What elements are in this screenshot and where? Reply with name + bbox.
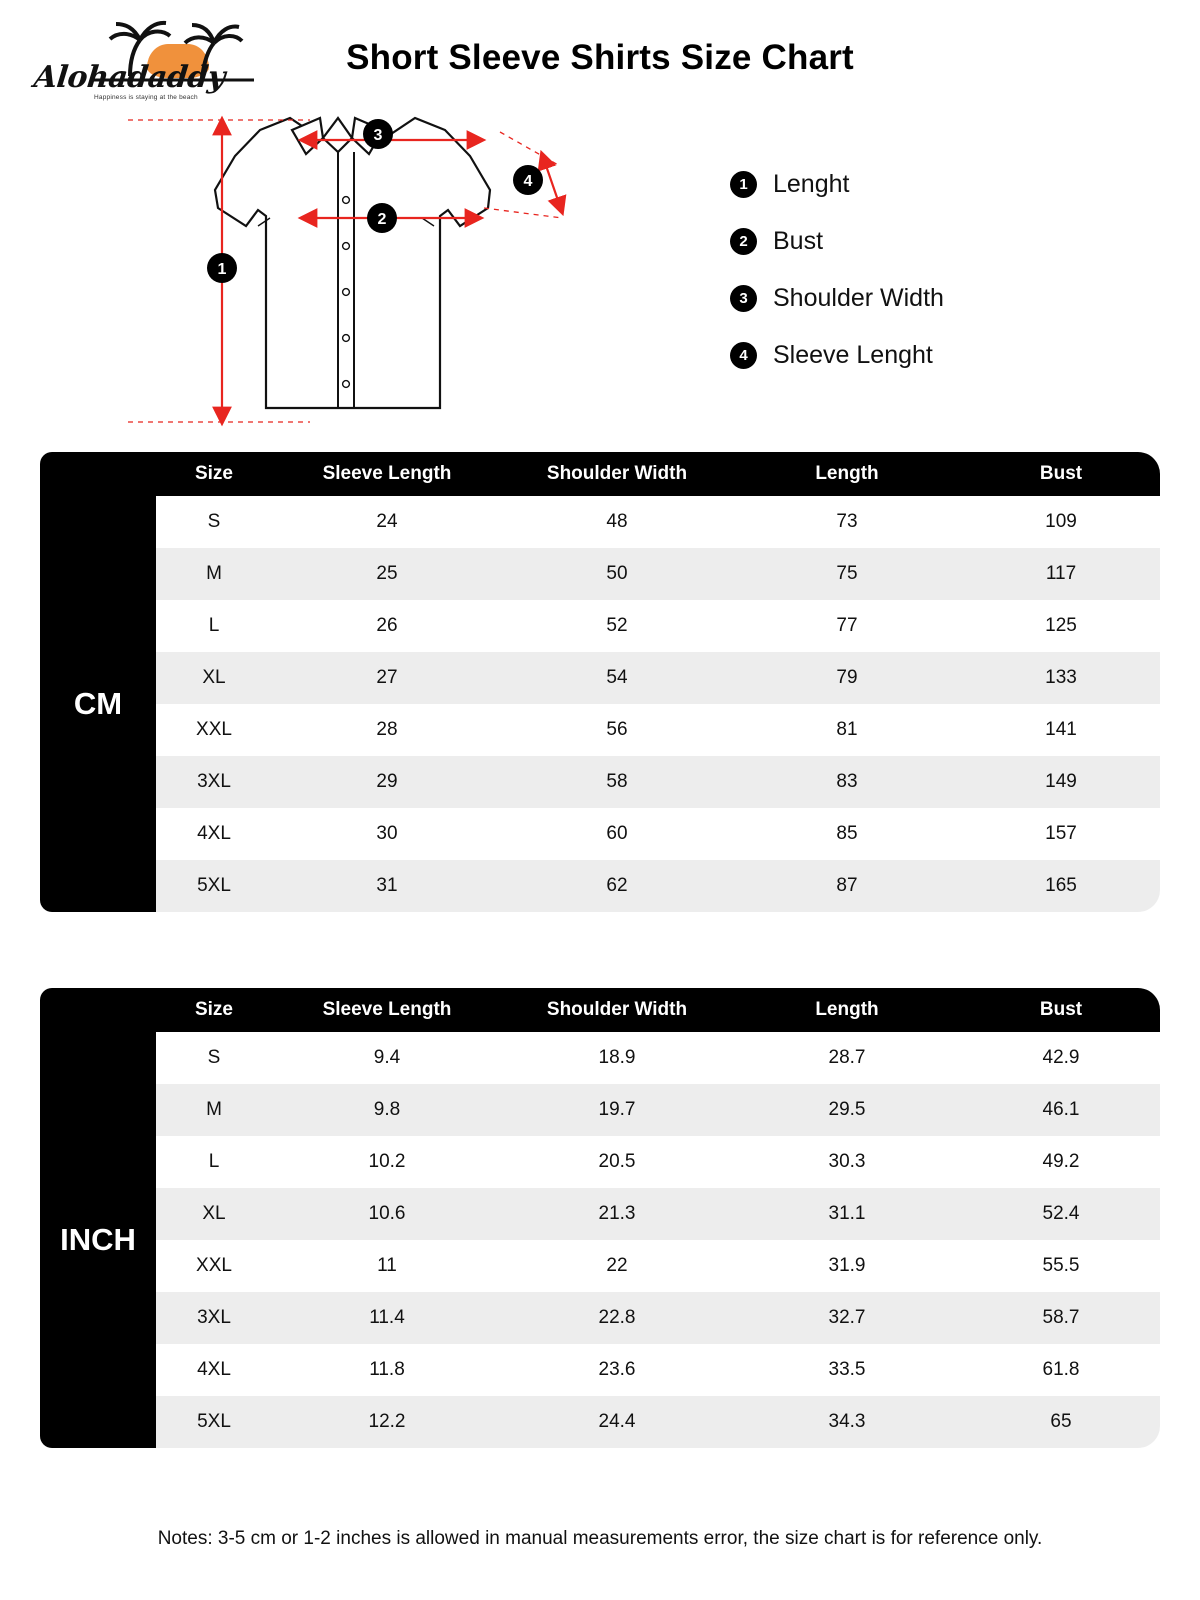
cell-shoulder-width: 22 (502, 1240, 732, 1292)
svg-text:2: 2 (377, 211, 387, 228)
cell-sleeve-length: 31 (272, 860, 502, 912)
cell-sleeve-length: 11 (272, 1240, 502, 1292)
cell-size: XXL (156, 704, 272, 756)
shirt-diagram (110, 100, 630, 450)
cell-shoulder-width: 22.8 (502, 1292, 732, 1344)
column-header-length: Length (732, 988, 962, 1032)
table-row (40, 1188, 1160, 1240)
legend-label: Sleeve Lenght (773, 341, 933, 369)
cell-sleeve-length: 30 (272, 808, 502, 860)
cell-bust: 65 (962, 1396, 1160, 1448)
table-row (40, 860, 1160, 912)
table-row (40, 496, 1160, 548)
cell-bust: 133 (962, 652, 1160, 704)
table-header-row (40, 452, 1160, 496)
cell-shoulder-width: 52 (502, 600, 732, 652)
cell-shoulder-width: 21.3 (502, 1188, 732, 1240)
unit-label-cm: CM (40, 496, 156, 912)
cell-size: 4XL (156, 1344, 272, 1396)
cell-length: 34.3 (732, 1396, 962, 1448)
cell-shoulder-width: 48 (502, 496, 732, 548)
cell-length: 30.3 (732, 1136, 962, 1188)
column-header-size: Size (156, 988, 272, 1032)
cell-sleeve-length: 12.2 (272, 1396, 502, 1448)
cell-length: 33.5 (732, 1344, 962, 1396)
column-header-sleeve-length: Sleeve Length (272, 452, 502, 496)
cell-sleeve-length: 11.8 (272, 1344, 502, 1396)
cell-bust: 125 (962, 600, 1160, 652)
table-row (40, 704, 1160, 756)
cell-sleeve-length: 11.4 (272, 1292, 502, 1344)
table-row (40, 1240, 1160, 1292)
svg-text:3: 3 (373, 127, 383, 144)
cell-size: 5XL (156, 1396, 272, 1448)
legend-label: Lenght (773, 170, 850, 198)
cell-size: S (156, 496, 272, 548)
cell-shoulder-width: 24.4 (502, 1396, 732, 1448)
cell-shoulder-width: 23.6 (502, 1344, 732, 1396)
cell-size: M (156, 1084, 272, 1136)
table-row (40, 1344, 1160, 1396)
unit-header (40, 988, 156, 1032)
legend-number-icon: 2 (730, 228, 757, 255)
cell-shoulder-width: 18.9 (502, 1032, 732, 1084)
cell-sleeve-length: 9.4 (272, 1032, 502, 1084)
cell-size: XL (156, 652, 272, 704)
cell-shoulder-width: 60 (502, 808, 732, 860)
cell-shoulder-width: 62 (502, 860, 732, 912)
cell-shoulder-width: 50 (502, 548, 732, 600)
cell-length: 73 (732, 496, 962, 548)
cell-length: 85 (732, 808, 962, 860)
legend-item-bust (730, 227, 1150, 256)
table-row (40, 1292, 1160, 1344)
brand-tagline: Happiness is staying at the beach (94, 94, 198, 101)
cell-bust: 109 (962, 496, 1160, 548)
table-row (40, 756, 1160, 808)
cell-sleeve-length: 25 (272, 548, 502, 600)
cell-length: 77 (732, 600, 962, 652)
column-header-bust: Bust (962, 988, 1160, 1032)
cell-shoulder-width: 54 (502, 652, 732, 704)
cell-sleeve-length: 28 (272, 704, 502, 756)
table-header-row (40, 988, 1160, 1032)
cell-length: 75 (732, 548, 962, 600)
column-header-length: Length (732, 452, 962, 496)
legend-item-sleeve-length (730, 341, 1150, 370)
table-row (40, 1084, 1160, 1136)
svg-text:4: 4 (523, 173, 533, 190)
cell-length: 83 (732, 756, 962, 808)
cell-sleeve-length: 9.8 (272, 1084, 502, 1136)
cell-shoulder-width: 58 (502, 756, 732, 808)
cell-bust: 58.7 (962, 1292, 1160, 1344)
cell-bust: 52.4 (962, 1188, 1160, 1240)
legend-item-length (730, 170, 1150, 199)
cell-size: M (156, 548, 272, 600)
table-row (40, 1136, 1160, 1188)
cell-size: L (156, 600, 272, 652)
column-header-sleeve-length: Sleeve Length (272, 988, 502, 1032)
cell-length: 31.1 (732, 1188, 962, 1240)
cell-size: 3XL (156, 1292, 272, 1344)
cell-size: XL (156, 1188, 272, 1240)
legend-label: Shoulder Width (773, 284, 944, 312)
cell-length: 81 (732, 704, 962, 756)
column-header-size: Size (156, 452, 272, 496)
cell-length: 28.7 (732, 1032, 962, 1084)
table-row (40, 808, 1160, 860)
svg-text:1: 1 (217, 261, 227, 278)
cell-sleeve-length: 26 (272, 600, 502, 652)
cell-shoulder-width: 20.5 (502, 1136, 732, 1188)
cell-bust: 157 (962, 808, 1160, 860)
table-row (40, 548, 1160, 600)
inch-size-table (40, 988, 1160, 1448)
legend-number-icon: 1 (730, 171, 757, 198)
cell-size: 3XL (156, 756, 272, 808)
page-title: Short Sleeve Shirts Size Chart (346, 38, 854, 77)
column-header-shoulder-width: Shoulder Width (502, 452, 732, 496)
brand-name: Alohadaddy (32, 60, 227, 95)
cell-shoulder-width: 56 (502, 704, 732, 756)
column-header-shoulder-width: Shoulder Width (502, 988, 732, 1032)
table-row (40, 600, 1160, 652)
cell-size: S (156, 1032, 272, 1084)
cell-length: 87 (732, 860, 962, 912)
cell-bust: 117 (962, 548, 1160, 600)
table-row (40, 1032, 1160, 1084)
cell-bust: 42.9 (962, 1032, 1160, 1084)
table-row (40, 1396, 1160, 1448)
cell-bust: 149 (962, 756, 1160, 808)
cell-bust: 55.5 (962, 1240, 1160, 1292)
cell-size: 5XL (156, 860, 272, 912)
cell-sleeve-length: 10.6 (272, 1188, 502, 1240)
column-header-bust: Bust (962, 452, 1160, 496)
cell-sleeve-length: 29 (272, 756, 502, 808)
cell-sleeve-length: 10.2 (272, 1136, 502, 1188)
legend-number-icon: 3 (730, 285, 757, 312)
cell-length: 32.7 (732, 1292, 962, 1344)
cell-bust: 61.8 (962, 1344, 1160, 1396)
legend-item-shoulder-width (730, 284, 1150, 313)
cell-size: XXL (156, 1240, 272, 1292)
measurement-legend (730, 170, 1150, 398)
footer-notes: Notes: 3-5 cm or 1-2 inches is allowed in manual measurements error, the size chart is for reference only. (157, 1528, 1043, 1549)
table-row (40, 652, 1160, 704)
cell-size: L (156, 1136, 272, 1188)
legend-label: Bust (773, 227, 824, 255)
cell-sleeve-length: 27 (272, 652, 502, 704)
cell-length: 29.5 (732, 1084, 962, 1136)
cell-size: 4XL (156, 808, 272, 860)
unit-label-inch: INCH (40, 1032, 156, 1448)
cell-length: 31.9 (732, 1240, 962, 1292)
cell-bust: 165 (962, 860, 1160, 912)
cell-bust: 49.2 (962, 1136, 1160, 1188)
cell-sleeve-length: 24 (272, 496, 502, 548)
unit-header (40, 452, 156, 496)
cell-shoulder-width: 19.7 (502, 1084, 732, 1136)
cell-length: 79 (732, 652, 962, 704)
cell-bust: 141 (962, 704, 1160, 756)
legend-number-icon: 4 (730, 342, 757, 369)
cell-bust: 46.1 (962, 1084, 1160, 1136)
cm-size-table (40, 452, 1160, 912)
